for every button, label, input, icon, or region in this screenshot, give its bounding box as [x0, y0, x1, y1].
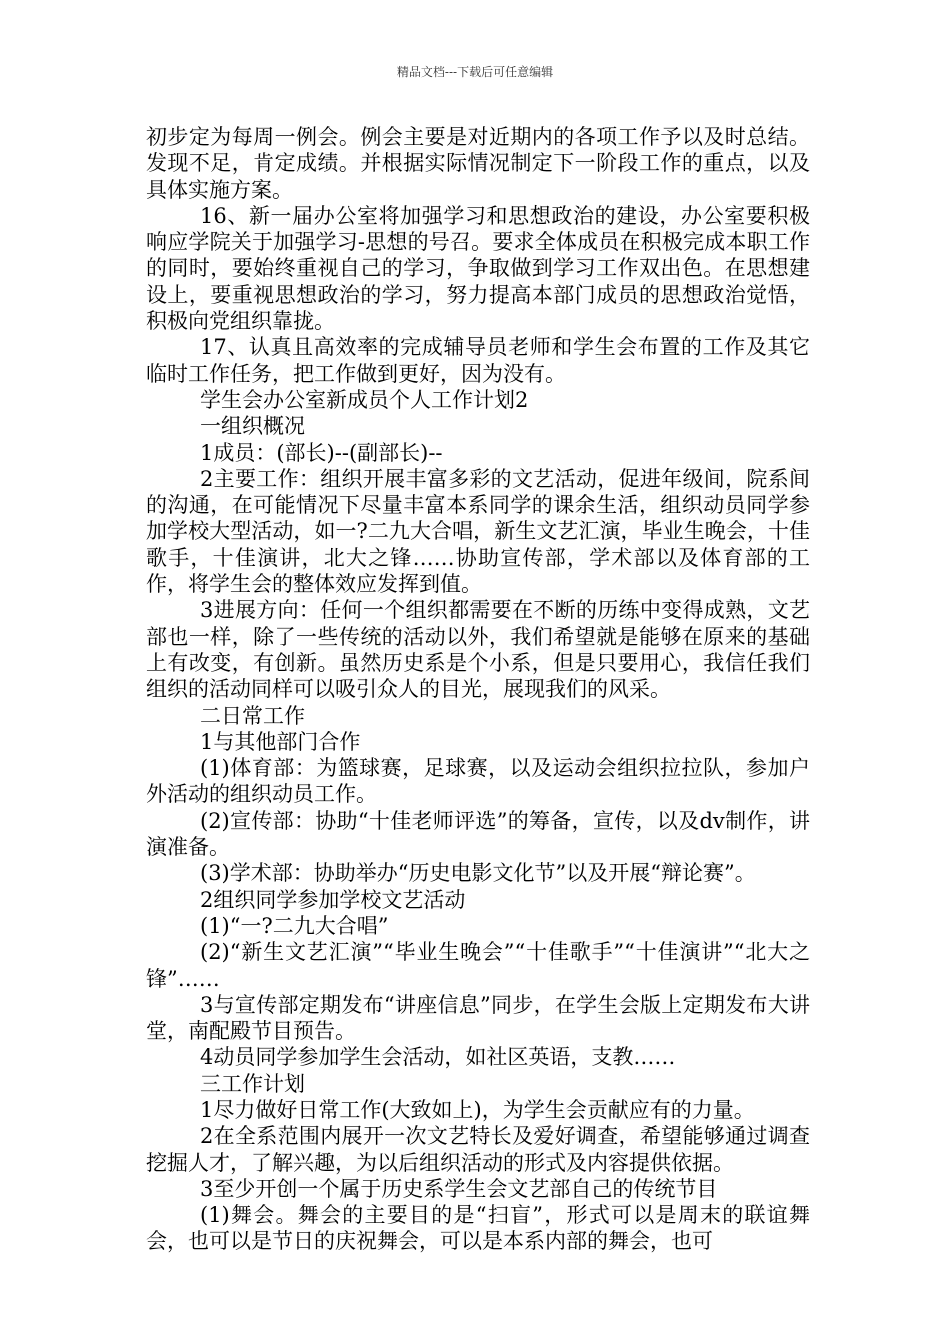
paragraph: 3与宣传部定期发布“讲座信息”同步，在学生会版上定期发布大讲堂，南配殿节目预告。: [146, 992, 810, 1044]
paragraph: 1尽力做好日常工作(大致如上)，为学生会贡献应有的力量。: [200, 1097, 755, 1122]
paragraph: 1成员：(部长)--(副部长)--: [200, 440, 443, 465]
paragraph: 2主要工作：组织开展丰富多彩的文艺活动，促进年级间，院系间的沟通，在可能情况下尽量丰富本系同学的课余生活，组织动员同学参加学校大型活动，如一?二九大合唱，新生文艺汇演，毕业生晚会，十佳歌手，十佳演讲，北大之锋……协助宣传部，学术部以及体育部的工作，将学生会的整体效应发挥到值。: [146, 466, 810, 597]
paragraph: (3)学术部：协助举办“历史电影文化节”以及开展“辩论赛”。: [200, 861, 756, 886]
paragraph: 初步定为每周一例会。例会主要是对近期内的各项工作予以及时总结。发现不足，肯定成绩。并根据实际情况制定下一阶段工作的重点，以及具体实施方案。: [146, 125, 810, 202]
section-heading: 三工作计划: [200, 1071, 305, 1096]
page-header: 精品文档---下载后可任意编辑: [396, 65, 554, 79]
subsection-heading: 2组织同学参加学校文艺活动: [200, 887, 466, 912]
section-heading: 学生会办公室新成员个人工作计划2: [200, 387, 529, 412]
paragraph: (2)“新生文艺汇演”“毕业生晚会”“十佳歌手”“十佳演讲”“北大之锋”……: [146, 940, 810, 991]
document-body: [146, 124, 810, 1255]
subsection-heading: 1与其他部门合作: [200, 729, 361, 754]
section-heading: 一组织概况: [200, 414, 305, 439]
paragraph: 17、认真且高效率的完成辅导员老师和学生会布置的工作及其它临时工作任务，把工作做到更好，因为没有。: [146, 335, 810, 386]
paragraph: (1)舞会。舞会的主要目的是“扫盲”，形式可以是周末的联谊舞会，也可以是节日的庆祝舞会，可以是本系内部的舞会，也可: [146, 1203, 810, 1254]
paragraph: 4动员同学参加学生会活动，如社区英语，支教……: [200, 1045, 676, 1070]
paragraph: (1)“一?二九大合唱”: [200, 913, 389, 938]
section-heading: 二日常工作: [200, 703, 305, 728]
paragraph: 3进展方向：任何一个组织都需要在不断的历练中变得成熟，文艺部也一样，除了一些传统的活动以外，我们希望就是能够在原来的基础上有改变，有创新。虽然历史系是个小系，但是只要用心，我信任我们组织的活动同样可以吸引众人的目光，展现我们的风采。: [146, 598, 810, 702]
paragraph: 2在全系范围内展开一次文艺特长及爱好调查，希望能够通过调查挖掘人才，了解兴趣，为以后组织活动的形式及内容提供依据。: [146, 1124, 810, 1175]
paragraph: 16、新一届办公室将加强学习和思想政治的建设，办公室要积极响应学院关于加强学习-思想的号召。要求全体成员在积极完成本职工作的同时，要始终重视自己的学习，争取做到学习工作双出色。在思想建设上，要重视思想政治的学习，努力提高本部门成员的思想政治觉悟，积极向党组织靠拢。: [146, 203, 810, 334]
paragraph: (2)宣传部：协助“十佳老师评选”的筹备，宣传，以及dv制作，讲演准备。: [146, 808, 810, 860]
subsection-heading: 3至少开创一个属于历史系学生会文艺部自己的传统节目: [200, 1176, 718, 1201]
paragraph: (1)体育部：为篮球赛，足球赛，以及运动会组织拉拉队，参加户外活动的组织动员工作。: [146, 756, 810, 807]
